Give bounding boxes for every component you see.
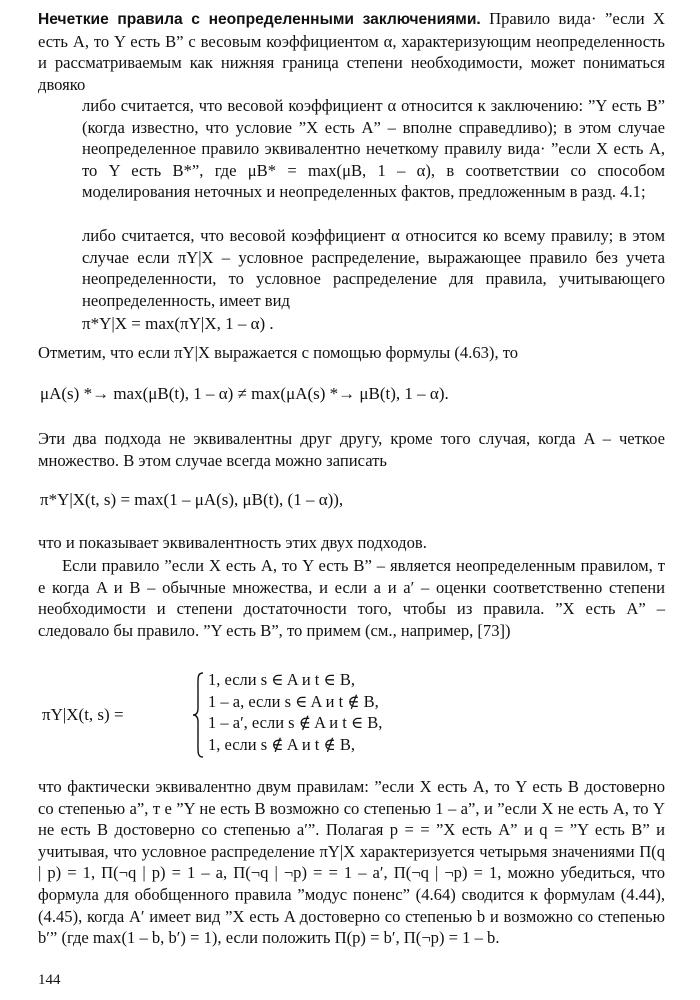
paragraph-option-2: либо считается, что весовой коэффициент α относится ко всему правилу; в этом случае если πY|X – условное распределение, выражающее правило без учета неопределенности, то условное распределение для правила, учитывающего неопределенность, имеет вид — [82, 226, 665, 310]
paragraph-intro — [38, 8, 665, 95]
paragraph-note: Отметим, что если πY|X выражается с помощью формулы (4.63), то — [38, 343, 519, 362]
formula-max: π*Y|X(t, s) = max(1 – μA(s), μB(t), (1 – α)), — [40, 490, 344, 509]
paragraph-uncertain-rule: Если правило ”если X есть A, то Y есть B” – является неопределенным правилом, т е когда A и B – обычные множества, и если a и a′ – оценки соответственно степени необходимости и степени достаточности того, чтобы из правила. ”X есть A” – следовало бы правило. ”Y есть B”, то примем (см., например, [73]) — [38, 556, 665, 640]
paragraph-option-1: либо считается, что весовой коэффициент α относится к заключению: ”Y есть B” (когда известно, что условие ”X есть A” – вполне справедливо); в этом случае неопределенное правило эквивалентно нечеткому правилу вида· ”если X есть A, то Y есть B*”, где μB* = max(μB, 1 – α), в соответствии со способом моделирования неточных и неопределенных фактов, предложенным в разд. 4.1; — [82, 96, 665, 202]
page-number: 144 — [38, 972, 61, 988]
left-brace-icon — [192, 672, 204, 758]
piecewise-lhs: πY|X(t, s) = — [42, 705, 124, 724]
case-row: 1 – a′, если s ∉ A и t ∈ B, — [208, 713, 383, 733]
piecewise-cases — [208, 669, 382, 755]
case-row: 1, если s ∈ A и t ∈ B, — [208, 670, 355, 689]
formula-pi-star: π*Y|X = max(πY|X, 1 – α) . — [82, 314, 274, 333]
paragraph-two-rules: что фактически эквивалентно двум правилам: ”если X есть A, то Y есть B достоверно со степенью a”, т е ”Y не есть B возможно со степенью 1 – a”, и ”если X не есть A, то Y не есть B достоверно со степенью a′”. Полагая p = = ”X есть A” и q = ”Y есть B” и учитывая, что условное распределение πY|X характеризуется четырьмя значениями Π(q | p) = 1, Π(¬q | p) = 1 – a, Π(¬q | ¬p) = = 1 – a′, Π(¬q | ¬p) = 1, можно убедиться, что формула для обобщенного правила ”модус поненс” (4.64) сводится к формулам (4.44), (4.45), когда A′ имеет вид ”X есть A достоверно со степенью b и возможно со степенью b′” (где max(1 – b, b′) = 1), если положить Π(p) = b′, Π(¬p) = 1 – b. — [38, 777, 665, 948]
section-lead: Нечеткие правила с неопределенными заключениями. — [38, 11, 481, 28]
case-row: 1, если s ∉ A и t ∉ B, — [208, 734, 355, 754]
paragraph-equivalence: что и показывает эквивалентность этих двух подходов. — [38, 533, 427, 552]
paragraph-crisp-set: Эти два подхода не эквивалентны друг другу, кроме того случая, когда A – четкое множество. В этом случае всегда можно записать — [38, 429, 665, 470]
formula-inequality: μA(s) *→ max(μB(t), 1 – α) ≠ max(μA(s) *→ μB(t), 1 – α). — [40, 384, 449, 403]
case-row: 1 – a, если s ∈ A и t ∉ B, — [208, 691, 379, 711]
intro-text: Правило вида· ”если X есть A, то Y есть B” с весовым коэффициентом α, характеризующим неопределенность и рассматриваемым как нижняя граница степени необходимости, может пониматься двояко — [38, 9, 666, 94]
